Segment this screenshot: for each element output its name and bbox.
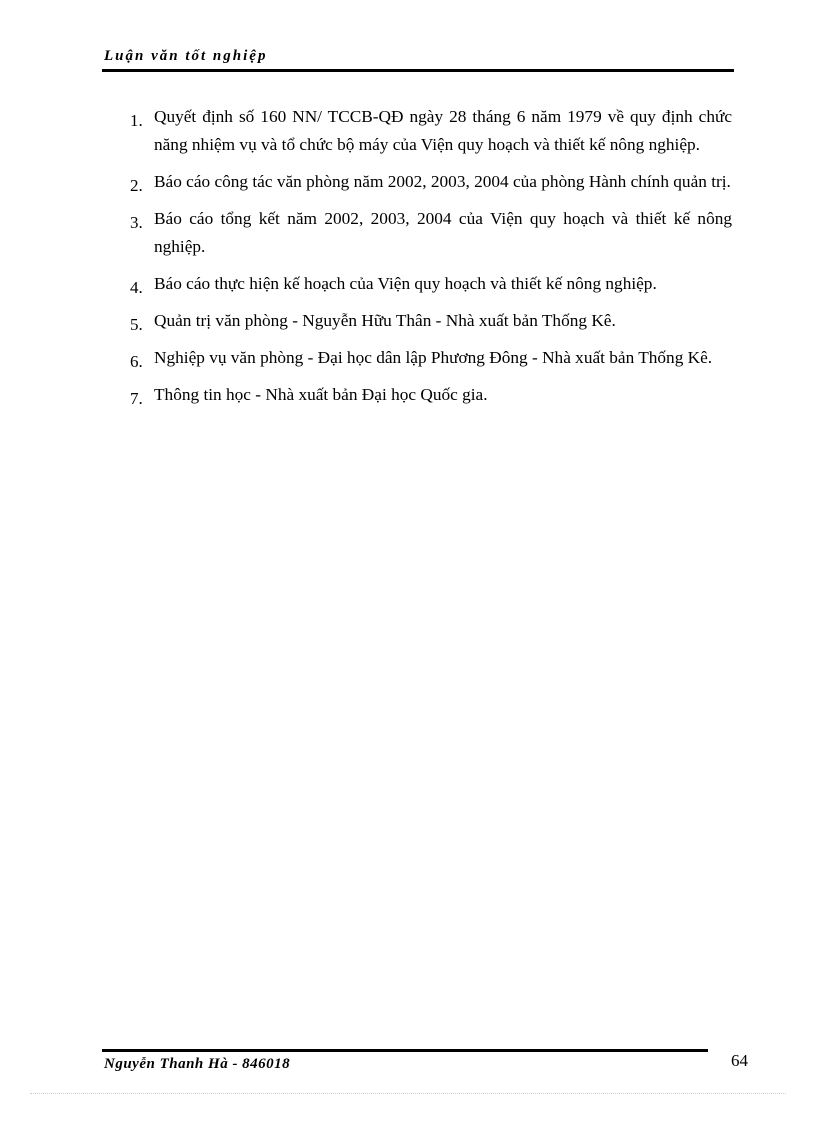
header-title: Luận văn tốt nghiệp bbox=[104, 48, 268, 64]
reference-item bbox=[126, 205, 732, 261]
reference-text: Báo cáo thực hiện kế hoạch của Viện quy hoạch và thiết kế nông nghiệp. bbox=[154, 274, 657, 293]
reference-item bbox=[126, 103, 732, 159]
reference-item bbox=[126, 307, 732, 335]
header-divider bbox=[102, 69, 734, 72]
reference-item bbox=[126, 381, 732, 409]
reference-number: 2. bbox=[130, 176, 143, 195]
footer-author: Nguyễn Thanh Hà - 846018 bbox=[104, 1056, 291, 1072]
footer-divider bbox=[102, 1049, 708, 1052]
reference-number: 4. bbox=[130, 278, 143, 297]
page-edge-divider bbox=[30, 1093, 786, 1094]
reference-text: Quản trị văn phòng - Nguyễn Hữu Thân - Nhà xuất bản Thống Kê. bbox=[154, 311, 616, 330]
reference-item bbox=[126, 270, 732, 298]
reference-text: Báo cáo công tác văn phòng năm 2002, 2003, 2004 của phòng Hành chính quản trị. bbox=[154, 172, 731, 191]
reference-number: 7. bbox=[130, 389, 143, 408]
reference-number: 3. bbox=[130, 213, 143, 232]
reference-text: Báo cáo tổng kết năm 2002, 2003, 2004 của Viện quy hoạch và thiết kế nông nghiệp. bbox=[154, 209, 732, 256]
reference-number: 5. bbox=[130, 315, 143, 334]
reference-number: 1. bbox=[130, 111, 143, 130]
reference-text: Quyết định số 160 NN/ TCCB-QĐ ngày 28 tháng 6 năm 1979 về quy định chức năng nhiệm vụ và tổ chức bộ máy của Viện quy hoạch và thiết kế nông nghiệp. bbox=[154, 107, 732, 154]
reference-text: Nghiệp vụ văn phòng - Đại học dân lập Phương Đông - Nhà xuất bản Thống Kê. bbox=[154, 348, 713, 367]
reference-list bbox=[126, 103, 732, 418]
page-number: 64 bbox=[731, 1051, 748, 1070]
reference-number: 6. bbox=[130, 352, 143, 371]
reference-item bbox=[126, 168, 732, 196]
reference-text: Thông tin học - Nhà xuất bản Đại học Quốc gia. bbox=[154, 385, 488, 404]
reference-item bbox=[126, 344, 732, 372]
